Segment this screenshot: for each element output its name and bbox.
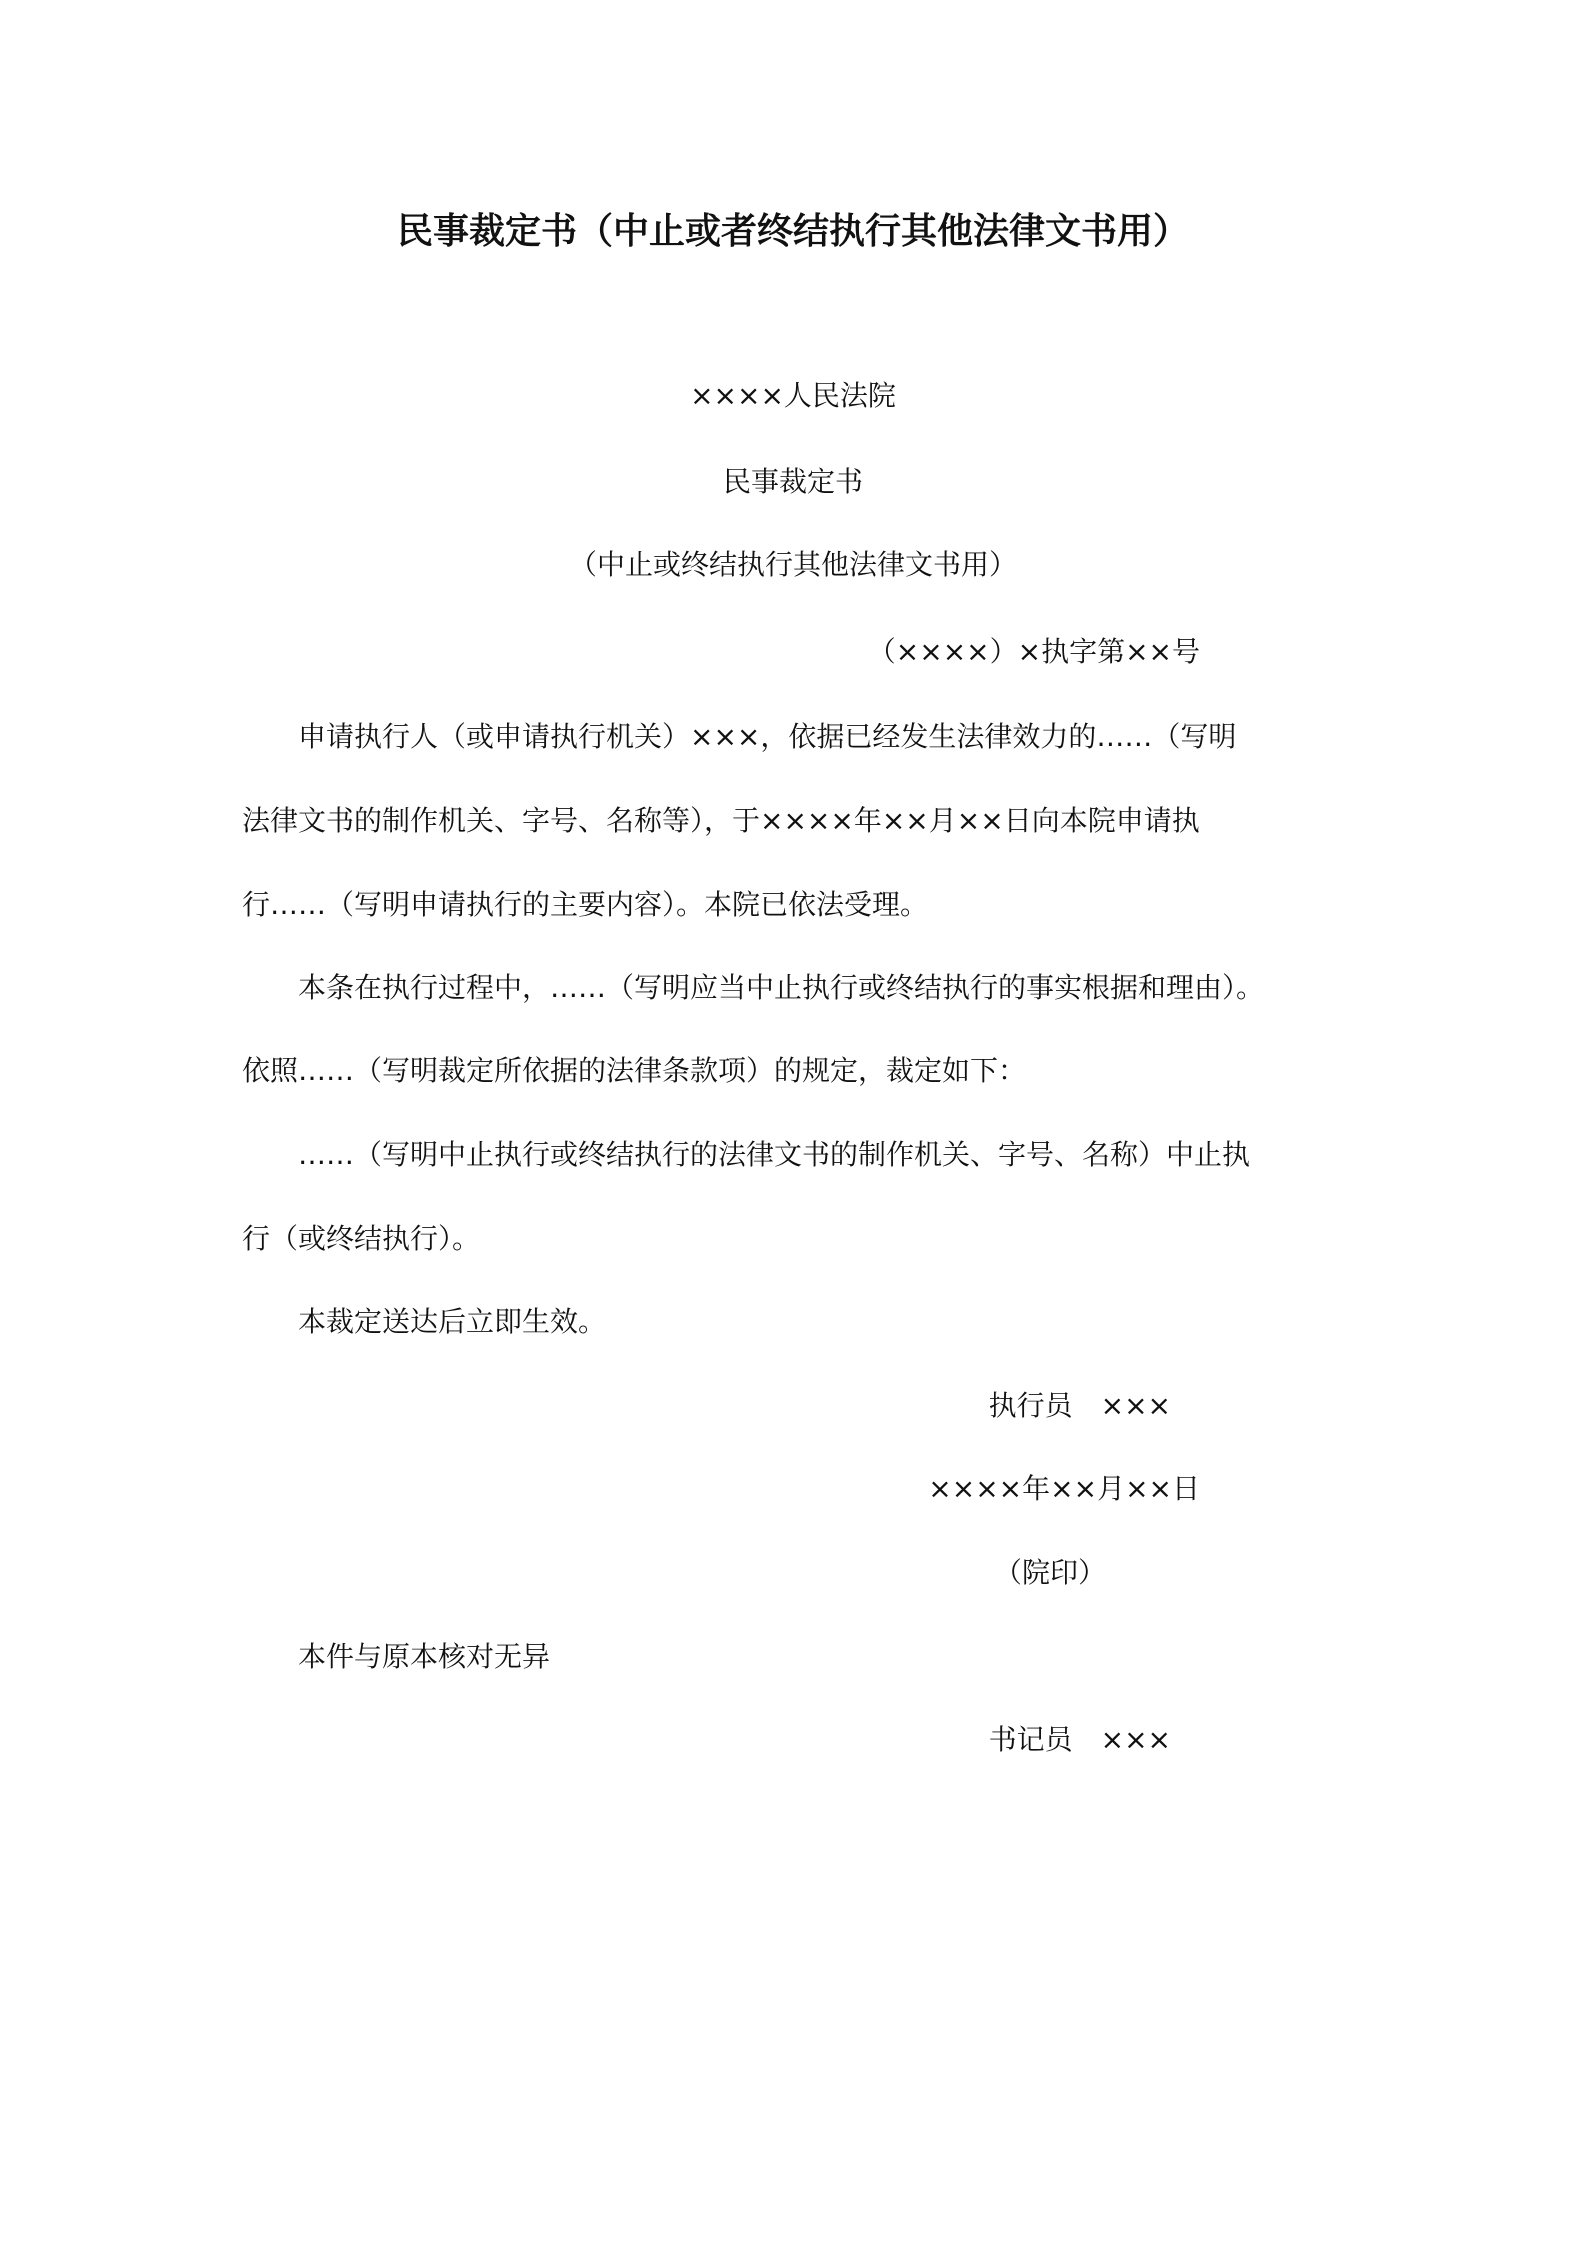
paragraph-line-1: 申请执行人（或申请执行机关）×××，依据已经发生法律效力的……（写明 [298, 720, 1237, 753]
paragraph-line-7: 行（或终结执行）。 [242, 1222, 481, 1255]
paragraph-line-5: 依照……（写明裁定所依据的法律条款项）的规定，裁定如下： [242, 1054, 1027, 1087]
court-seal: （院印） [993, 1556, 1106, 1589]
paragraph-line-4: 本条在执行过程中，……（写明应当中止执行或终结执行的事实根据和理由）。 [298, 971, 1265, 1004]
paragraph-line-3: 行……（写明申请执行的主要内容）。本院已依法受理。 [242, 888, 929, 921]
decision-date: ××××年××月××日 [928, 1472, 1200, 1505]
document-main-title: 民事裁定书（中止或者终结执行其他法律文书用） [396, 211, 1189, 252]
executor-signature: 执行员 ××× [988, 1389, 1171, 1422]
clerk-signature: 书记员 ××× [988, 1723, 1171, 1756]
paragraph-line-2: 法律文书的制作机关、字号、名称等），于××××年××月××日向本院申请执 [242, 804, 1200, 837]
verification-note: 本件与原本核对无异 [298, 1640, 551, 1673]
paragraph-line-8: 本裁定送达后立即生效。 [298, 1305, 607, 1338]
case-number: （××××）×执字第××号 [867, 635, 1200, 668]
court-name: ××××人民法院 [690, 379, 896, 412]
paragraph-line-6: ……（写明中止执行或终结执行的法律文书的制作机关、字号、名称）中止执 [298, 1138, 1251, 1171]
document-subtitle: （中止或终结执行其他法律文书用） [568, 548, 1017, 581]
document-type-heading: 民事裁定书 [722, 465, 863, 498]
